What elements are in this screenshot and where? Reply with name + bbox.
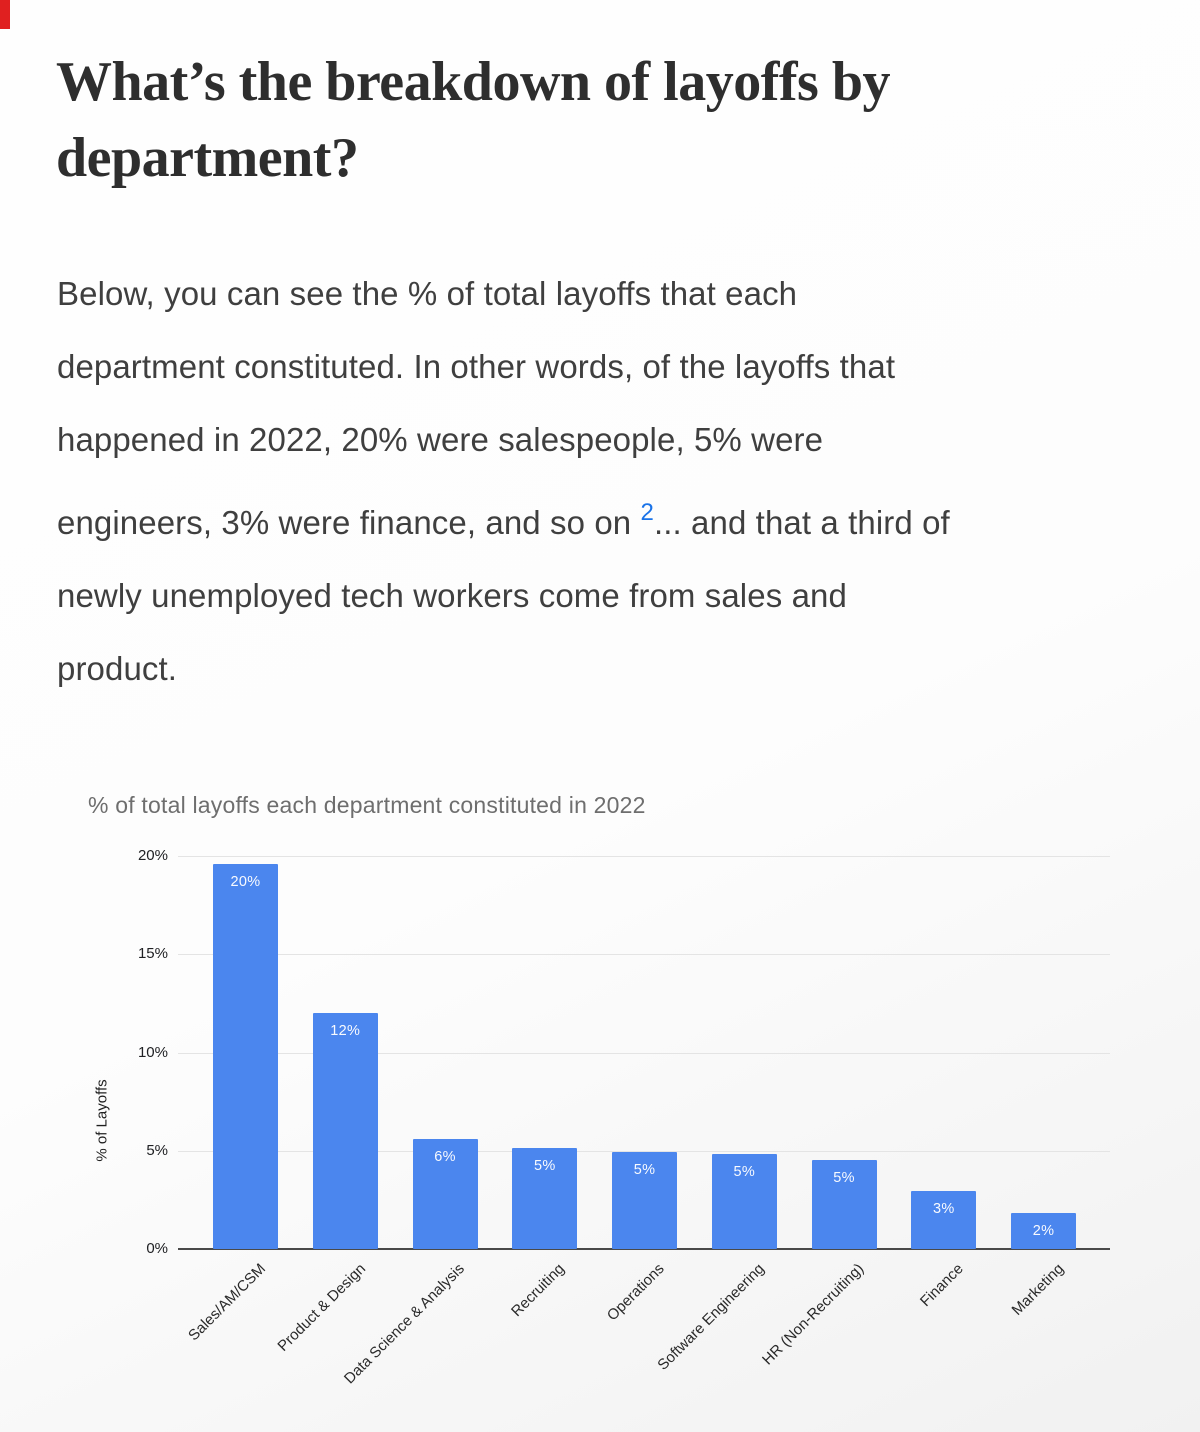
- gridline: [178, 856, 1110, 857]
- x-axis-label: Sales/AM/CSM: [184, 1260, 269, 1345]
- layoffs-bar-chart: [88, 786, 1118, 1432]
- y-tick-label: 10%: [137, 1043, 168, 1061]
- bar: [213, 864, 278, 1249]
- page-title: [56, 44, 1056, 196]
- bar: [712, 1154, 777, 1249]
- paragraph-line: [57, 476, 1162, 559]
- y-tick-label: 5%: [146, 1141, 168, 1159]
- x-axis-label: Data Science & Analysis: [341, 1260, 469, 1388]
- y-tick-label: 20%: [137, 847, 168, 864]
- paragraph-text: product.: [57, 650, 178, 687]
- y-axis-title: % of Layoffs: [93, 1079, 111, 1162]
- x-axis-label: Product & Design: [273, 1260, 369, 1355]
- bar: [512, 1148, 577, 1249]
- y-tick-label: 15%: [137, 945, 168, 963]
- x-axis-label: Recruiting: [508, 1260, 569, 1321]
- bar-value-label: 2%: [1032, 1222, 1055, 1239]
- paragraph-line: [57, 257, 1162, 330]
- bar: [1011, 1213, 1076, 1249]
- bar-value-label: 6%: [434, 1148, 456, 1165]
- paragraph-text: newly unemployed tech workers come from sales and: [57, 577, 847, 614]
- chart-title: % of total layoffs each department constituted in 2022: [88, 792, 646, 818]
- paragraph-text: happened in 2022, 20% were salespeople, 5% were: [57, 421, 824, 458]
- gridline: [178, 954, 1110, 955]
- bar: [911, 1191, 976, 1249]
- top-left-red-marker: [0, 0, 10, 29]
- x-axis-label: Finance: [917, 1260, 968, 1311]
- bar-value-label: 5%: [833, 1169, 855, 1186]
- x-axis-label: HR (Non-Recruiting): [759, 1260, 868, 1369]
- chart-plot-area: [88, 786, 1118, 1432]
- paragraph-line: [57, 559, 1162, 632]
- x-axis-label: Marketing: [1008, 1260, 1067, 1319]
- page-title-line: department?: [56, 127, 359, 189]
- paragraph-text: Below, you can see the % of total layoffs that each: [57, 275, 798, 312]
- bar-value-label: 3%: [932, 1201, 955, 1218]
- paragraph-text: engineers, 3% were finance, and so on: [57, 504, 641, 541]
- intro-paragraph: [57, 257, 1162, 705]
- bar-value-label: 5%: [733, 1163, 756, 1180]
- paragraph-line: [57, 403, 1162, 476]
- paragraph-line: [57, 330, 1162, 403]
- page-title-line: What’s the breakdown of layoffs by: [56, 51, 890, 113]
- bar-value-label: 5%: [633, 1161, 656, 1178]
- bar: [413, 1139, 478, 1249]
- bar-value-label: 12%: [330, 1023, 361, 1040]
- bar: [812, 1160, 877, 1249]
- paragraph-text: department constituted. In other words, of the layoffs that: [57, 348, 896, 385]
- y-tick-label: 0%: [146, 1240, 168, 1257]
- bar-value-label: 20%: [230, 873, 261, 890]
- x-axis-label: Operations: [603, 1260, 668, 1325]
- x-axis-label: Software Engineering: [654, 1260, 768, 1374]
- bar: [313, 1013, 378, 1249]
- footnote-link[interactable]: 2: [640, 499, 654, 526]
- paragraph-text: ... and that a third of: [653, 504, 950, 541]
- bar: [612, 1152, 677, 1249]
- bar-value-label: 5%: [533, 1157, 556, 1174]
- paragraph-line: [57, 632, 1162, 705]
